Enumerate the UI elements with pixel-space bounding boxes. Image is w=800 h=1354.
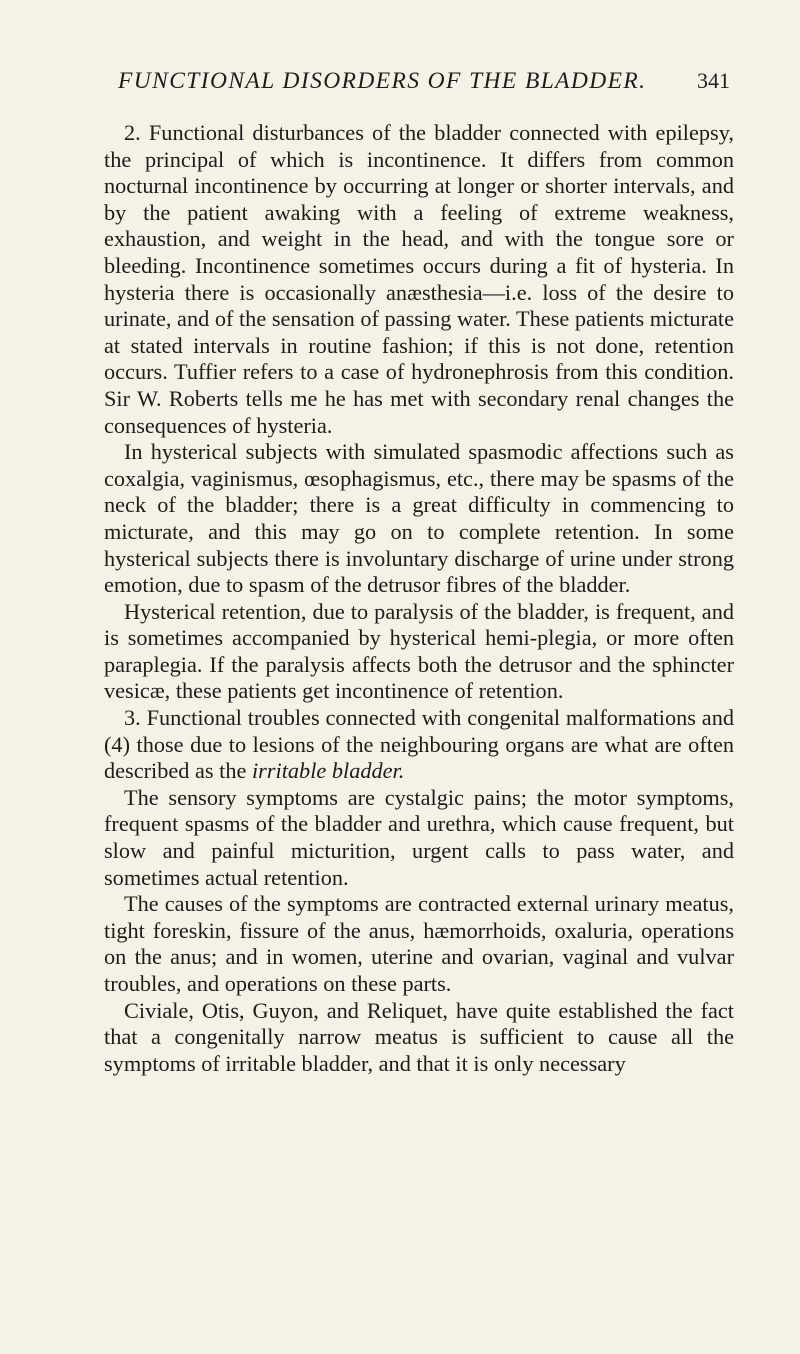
running-title: FUNCTIONAL DISORDERS OF THE BLADDER. [118, 68, 647, 94]
paragraph: The causes of the symptoms are contracted external urinary meatus, tight foreskin, fissure of the anus, hæmorrhoids, oxaluria, operations on the anus; and in women, uterine and ovarian, vaginal and vulvar troubles, and operations on these parts. [104, 891, 734, 996]
italic-term: irritable bladder. [251, 758, 405, 784]
page-number: 341 [697, 68, 730, 93]
body-text [104, 120, 734, 1077]
paragraph: Civiale, Otis, Guyon, and Reliquet, have quite established the fact that a congenitally narrow meatus is sufficient to cause all the symptoms of irritable bladder, and that it is only necessary [104, 997, 734, 1076]
running-head [104, 62, 734, 102]
paragraph: 3. Functional troubles connected with congenital malformations and (4) those due to lesions of the neighbouring organs are what are often described as the irritable bladder. [104, 705, 734, 784]
paragraph: The sensory symptoms are cystalgic pains; the motor symptoms, frequent spasms of the bladder and urethra, which cause frequent, but slow and painful micturition, urgent calls to pass water, and sometimes actual retention. [104, 784, 734, 890]
paragraph: In hysterical subjects with simulated spasmodic affections such as coxalgia, vaginismus, œsophagismus, etc., there may be spasms of the neck of the bladder; there is a great difficulty in commencing to micturate, and this may go on to complete retention. In some hysterical subjects there is involuntary discharge of urine under strong emotion, due to spasm of the detrusor fibres of the bladder. [104, 439, 734, 598]
paragraph: 2. Functional disturbances of the bladder connected with epilepsy, the principal of which is incontinence. It differs from common nocturnal incontinence by occurring at longer or shorter intervals, and by the patient awaking with a feeling of extreme weakness, exhaustion, and weight in the head, and with the tongue sore or bleeding. Incontinence sometimes occurs during a fit of hysteria. In hysteria there is occasionally anæsthesia—i.e. loss of the desire to urinate, and of the sensation of passing water. These patients micturate at stated intervals in routine fashion; if this is not done, retention occurs. Tuffier refers to a case of hydronephrosis from this condition. Sir W. Roberts tells me he has met with secondary renal changes the consequences of hysteria. [104, 120, 734, 438]
paragraph: Hysterical retention, due to paralysis of the bladder, is frequent, and is sometimes accompanied by hysterical hemi-plegia, or more often paraplegia. If the paralysis affects both the detrusor and the sphincter vesicæ, these patients get incontinence of retention. [104, 598, 734, 704]
